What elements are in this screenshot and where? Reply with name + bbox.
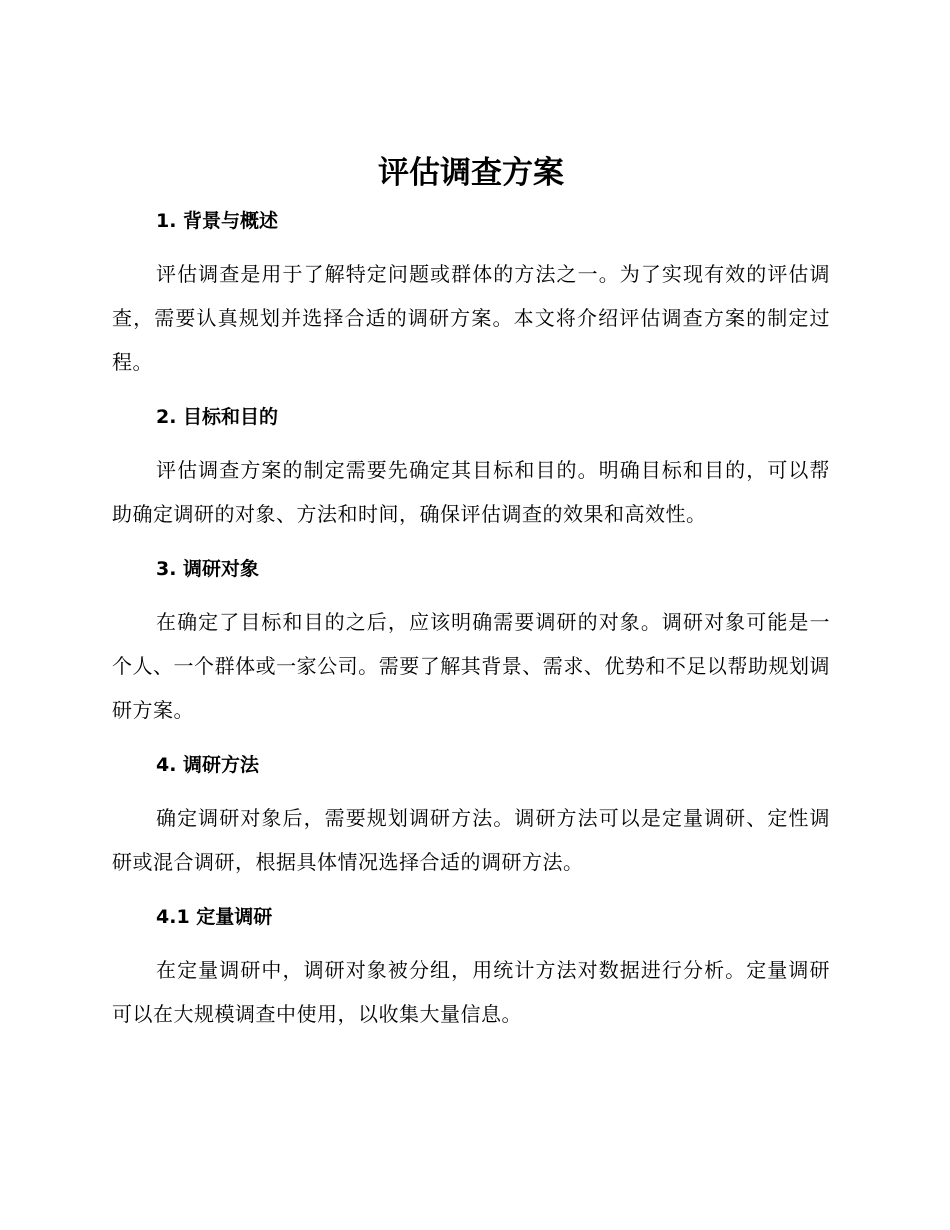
section-goals	[112, 404, 830, 556]
document-title: 评估调查方案	[378, 155, 564, 191]
section-paragraph: 评估调查是用于了解特定问题或群体的方法之一。为了实现有效的评估调查，需要认真规划并选择合适的调研方案。本文将介绍评估调查方案的制定过程。	[112, 262, 830, 374]
section-paragraph: 在确定了目标和目的之后，应该明确需要调研的对象。调研对象可能是一个人、一个群体或一家公司。需要了解其背景、需求、优势和不足以帮助规划调研方案。	[112, 610, 830, 722]
section-paragraph: 评估调查方案的制定需要先确定其目标和目的。明确目标和目的，可以帮助确定调研的对象、方法和时间，确保评估调查的效果和高效性。	[112, 458, 830, 526]
document-body	[112, 148, 830, 1036]
section-heading: 1. 背景与概述	[156, 210, 279, 232]
section-paragraph: 在定量调研中，调研对象被分组，用统计方法对数据进行分析。定量调研可以在大规模调查中使用，以收集大量信息。	[112, 958, 830, 1026]
section-quantitative	[112, 904, 830, 1036]
section-heading: 4. 调研方法	[156, 754, 260, 776]
section-background	[112, 208, 830, 404]
section-methods	[112, 752, 830, 904]
section-subjects	[112, 556, 830, 752]
section-heading: 2. 目标和目的	[156, 406, 279, 428]
section-heading: 3. 调研对象	[156, 558, 260, 580]
section-paragraph: 确定调研对象后，需要规划调研方法。调研方法可以是定量调研、定性调研或混合调研，根据具体情况选择合适的调研方法。	[112, 806, 830, 874]
section-heading: 4.1 定量调研	[156, 906, 273, 928]
